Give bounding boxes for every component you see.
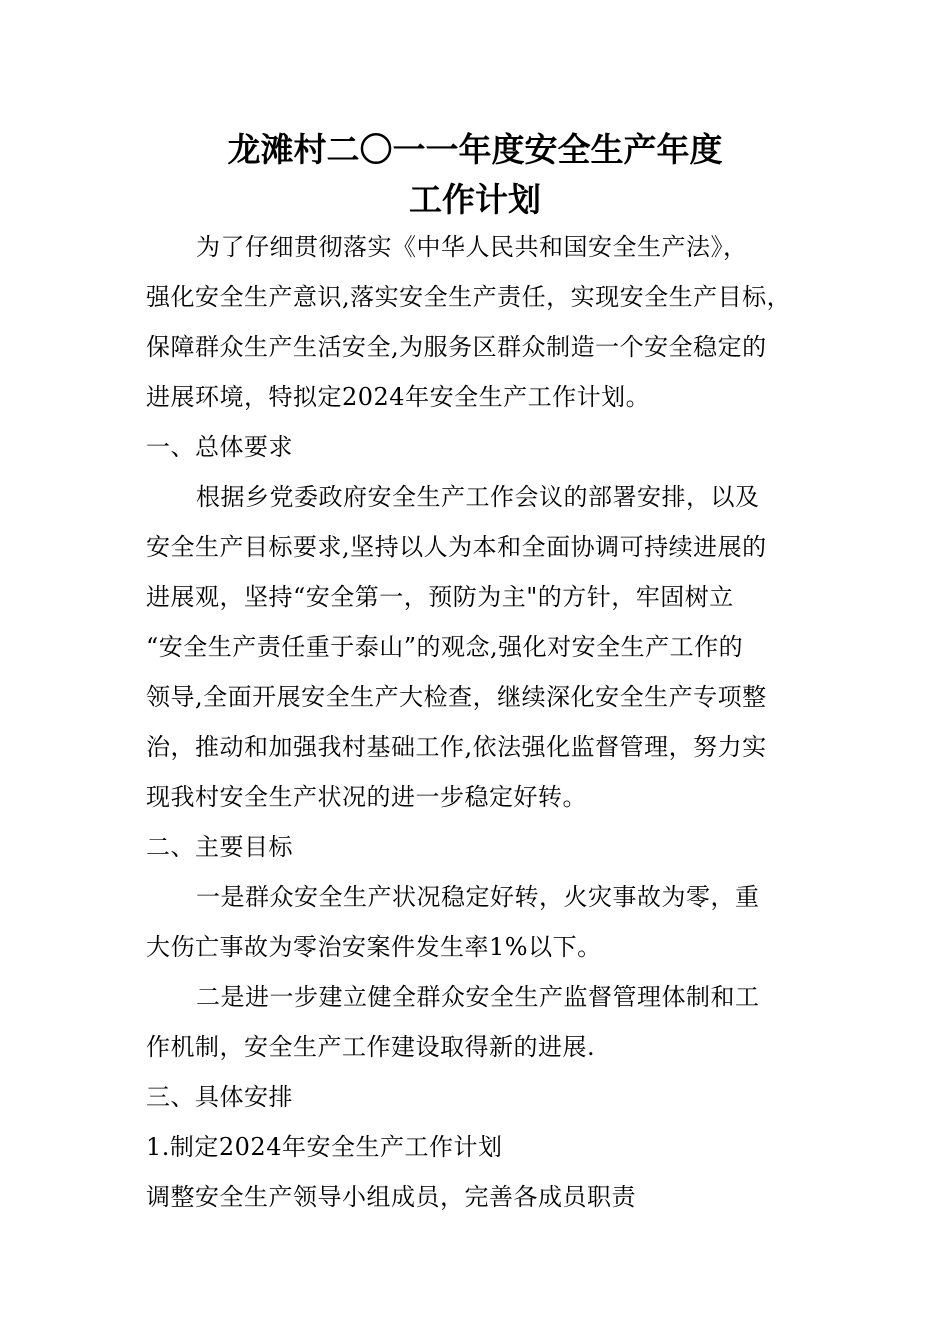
paragraph-line: 保障群众生产生活安全,为服务区群众制造一个安全稳定的 bbox=[146, 333, 767, 361]
section-heading: 二、主要目标 bbox=[146, 833, 293, 861]
paragraph-line: 进展环境，特拟定2024年安全生产工作计划。 bbox=[146, 383, 651, 411]
paragraph-line: 作机制，安全生产工作建设取得新的进展. bbox=[146, 1033, 596, 1061]
paragraph-line: 为了仔细贯彻落实《中华人民共和国安全生产法》， bbox=[196, 233, 748, 261]
paragraph-line: 治，推动和加强我村基础工作,依法强化监督管理，努力实 bbox=[146, 733, 767, 761]
paragraph-line: “安全生产责任重于泰山”的观念,强化对安全生产工作的 bbox=[146, 633, 744, 661]
document-title-line-1: 龙滩村二〇一一年度安全生产年度 bbox=[227, 130, 723, 169]
paragraph-line: 调整安全生产领导小组成员，完善各成员职责 bbox=[146, 1183, 636, 1211]
paragraph-line: 安全生产目标要求,坚持以人为本和全面协调可持续进展的 bbox=[146, 533, 767, 561]
document-title-line-2: 工作计划 bbox=[409, 180, 541, 219]
paragraph-line: 一是群众安全生产状况稳定好转，火灾事故为零，重 bbox=[196, 883, 760, 911]
paragraph-line: 强化安全生产意识,落实安全生产责任，实现安全生产目标， bbox=[146, 283, 792, 311]
paragraph-line: 根据乡党委政府安全生产工作会议的部署安排，以及 bbox=[196, 483, 760, 511]
paragraph-line: 二是进一步建立健全群众安全生产监督管理体制和工 bbox=[196, 983, 760, 1011]
paragraph-line: 进展观，坚持“安全第一，预防为主"的方针，牢固树立 bbox=[146, 583, 734, 611]
subsection-heading: 1.制定2024年安全生产工作计划 bbox=[146, 1133, 503, 1161]
paragraph-line: 领导,全面开展安全生产大检查，继续深化安全生产专项整 bbox=[146, 683, 767, 711]
section-heading: 一、总体要求 bbox=[146, 433, 293, 461]
paragraph-line: 现我村安全生产状况的进一步稳定好转。 bbox=[146, 783, 587, 811]
paragraph-line: 大伤亡事故为零治安案件发生率1%以下。 bbox=[146, 933, 602, 961]
section-heading: 三、具体安排 bbox=[146, 1083, 293, 1111]
